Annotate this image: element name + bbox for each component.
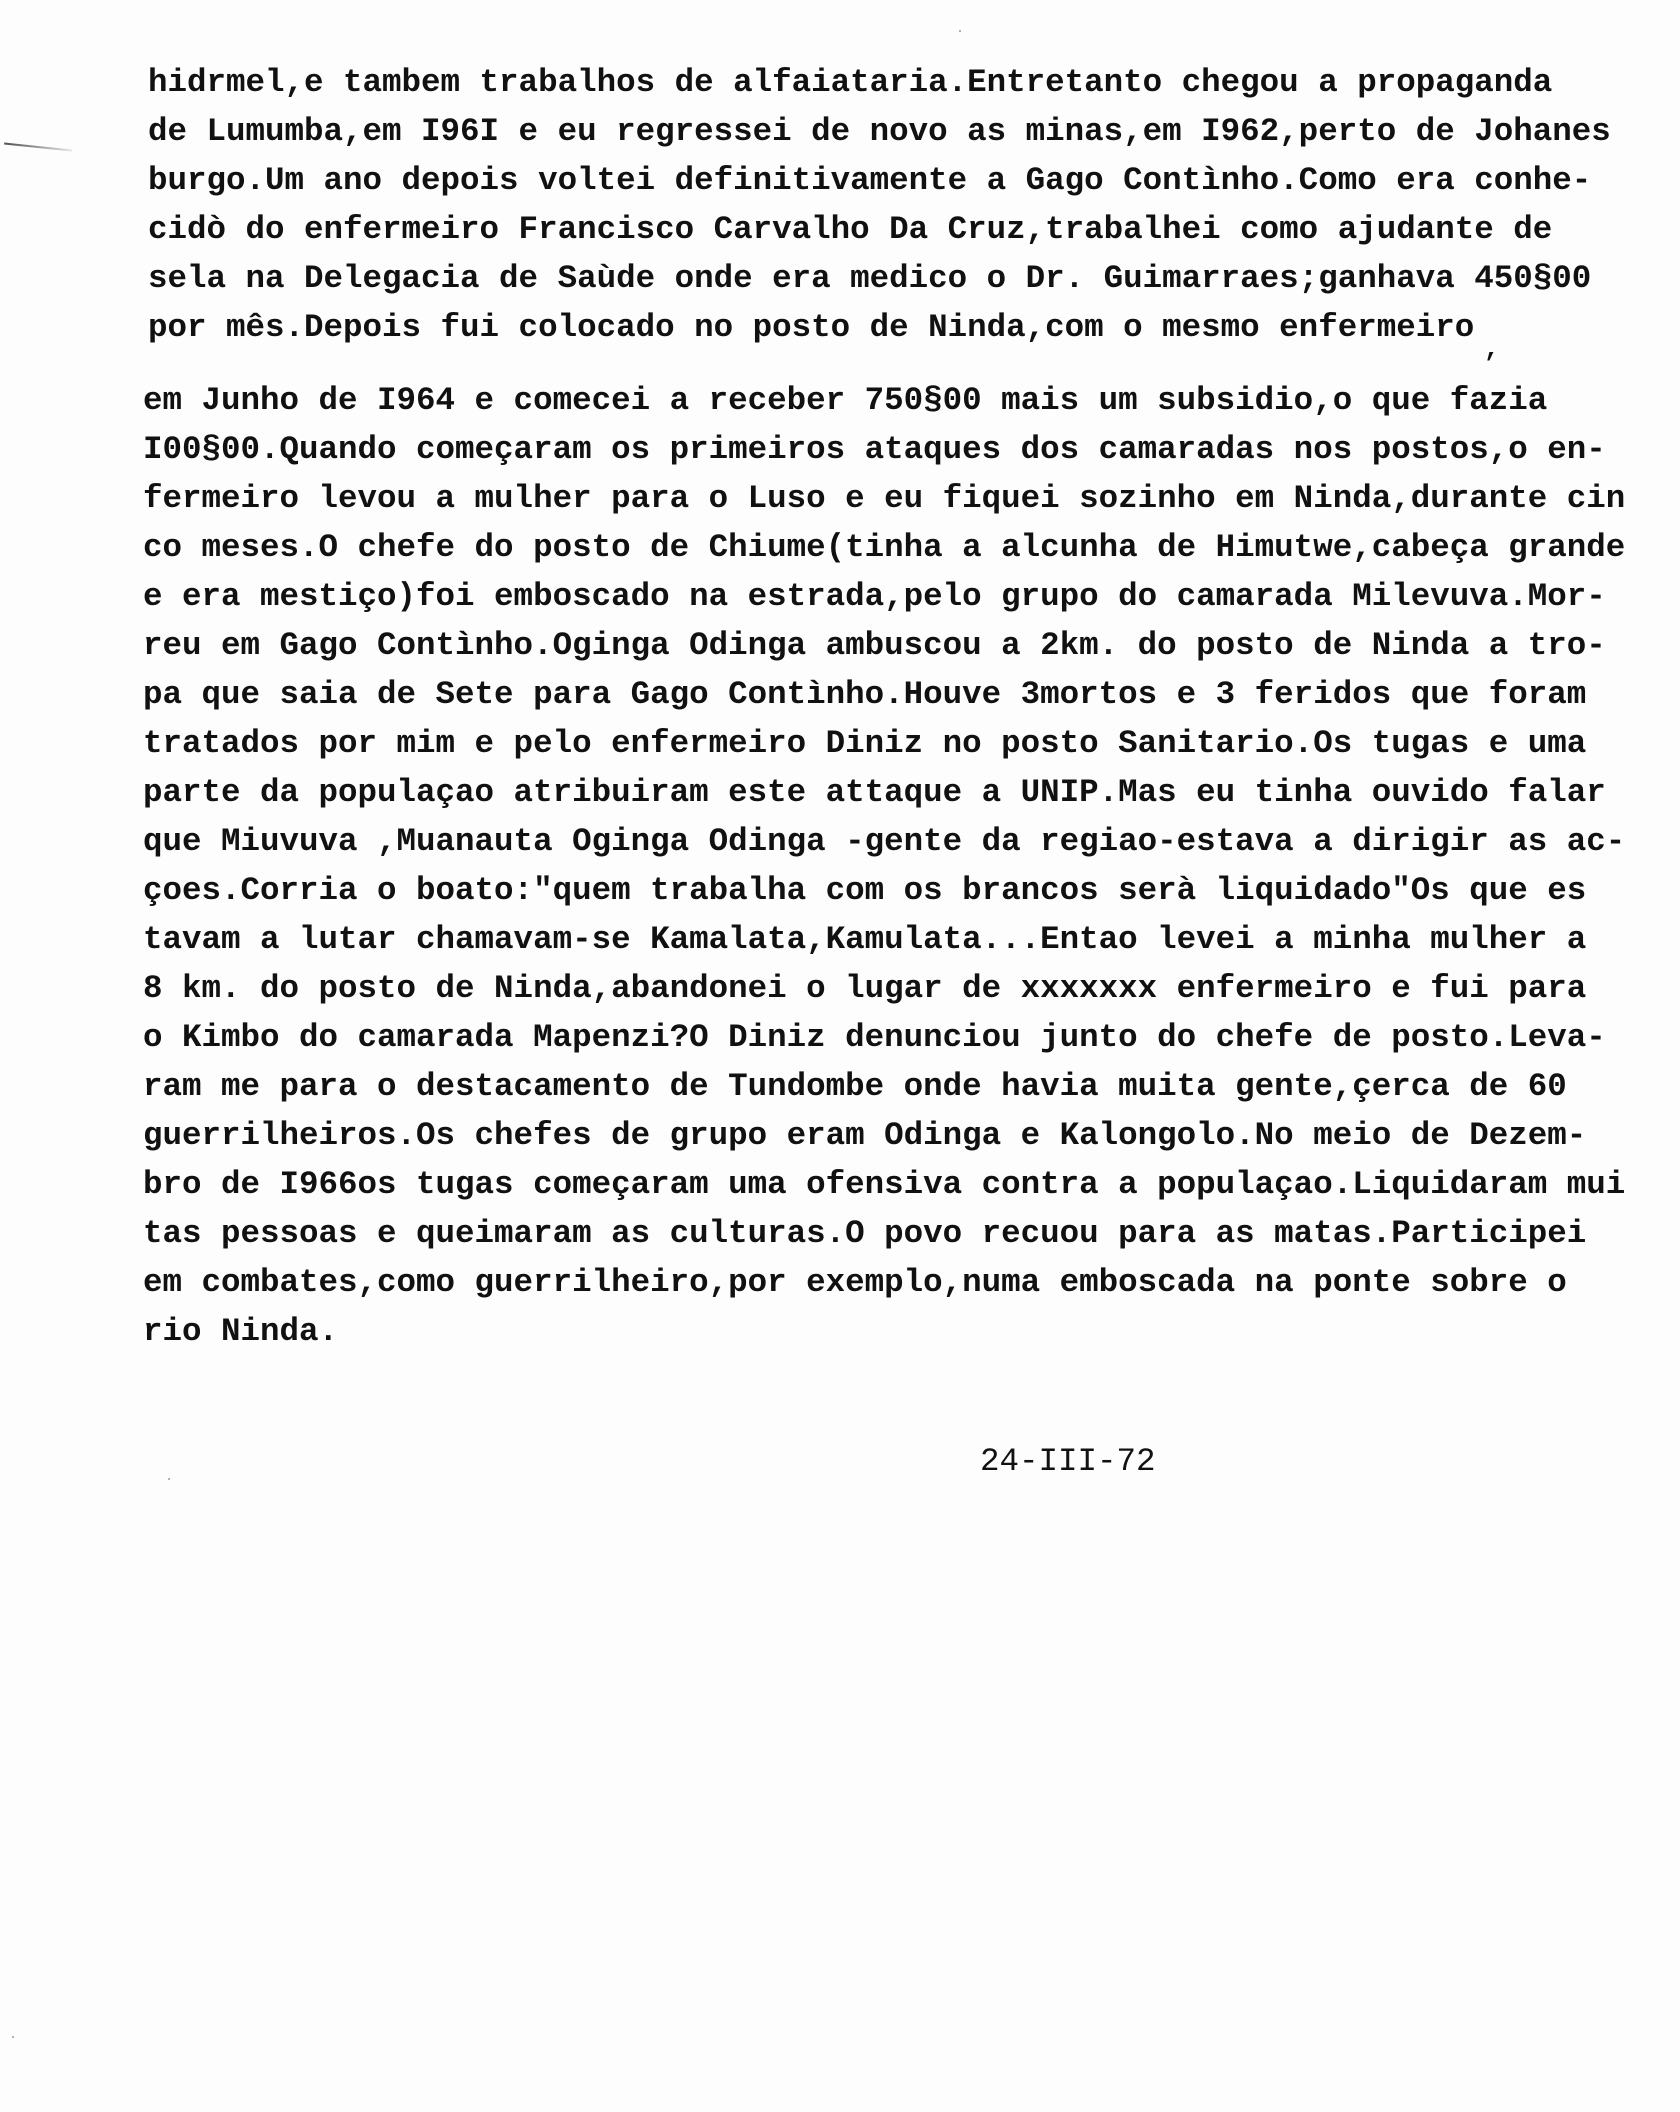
text-line: em Junho de I964 e comecei a receber 750§00 mais um subsidio,o que fazia bbox=[143, 382, 1548, 419]
text-line: fermeiro levou a mulher para o Luso e eu fiquei sozinho em Ninda,durante cin bbox=[143, 480, 1626, 517]
text-line: rio Ninda. bbox=[143, 1313, 339, 1350]
text-line: tratados por mim e pelo enfermeiro Diniz no posto Sanitario.Os tugas e uma bbox=[143, 725, 1587, 762]
margin-ink-streak bbox=[4, 142, 72, 151]
text-line: cidò do enfermeiro Francisco Carvalho Da Cruz,trabalhei como ajudante de bbox=[148, 211, 1553, 248]
text-line: reu em Gago Contìnho.Oginga Odinga ambuscou a 2km. do posto de Ninda a tro- bbox=[143, 627, 1606, 664]
text-line: que Miuvuva ,Muanauta Oginga Odinga -gente da regiao-estava a dirigir as ac- bbox=[143, 823, 1626, 860]
text-line: guerrilheiros.Os chefes de grupo eram Odinga e Kalongolo.No meio de Dezem- bbox=[143, 1117, 1587, 1154]
paper-speck bbox=[12, 2036, 14, 2038]
text-line: pa que saia de Sete para Gago Contìnho.Houve 3mortos e 3 feridos que foram bbox=[143, 676, 1587, 713]
paper-speck bbox=[959, 30, 961, 32]
text-line: e era mestiço)foi emboscado na estrada,pelo grupo do camarada Milevuva.Mor- bbox=[143, 578, 1606, 615]
text-line: por mês.Depois fui colocado no posto de Ninda,com o mesmo enfermeiro bbox=[148, 309, 1475, 346]
text-line: tavam a lutar chamavam-se Kamalata,Kamulata...Entao levei a minha mulher a bbox=[143, 921, 1587, 958]
paper-speck bbox=[168, 1478, 170, 1480]
text-line: tas pessoas e queimaram as culturas.O povo recuou para as matas.Participei bbox=[143, 1215, 1587, 1252]
text-line: sela na Delegacia de Saùde onde era medico o Dr. Guimarraes;ganhava 450§00 bbox=[148, 260, 1592, 297]
text-line: em combates,como guerrilheiro,por exemplo,numa emboscada na ponte sobre o bbox=[143, 1264, 1567, 1301]
document-date: 24-III-72 bbox=[980, 1443, 1156, 1480]
text-line: co meses.O chefe do posto de Chiume(tinha a alcunha de Himutwe,cabeça grande bbox=[143, 529, 1626, 566]
stray-typed-mark: , bbox=[1484, 334, 1500, 364]
text-line: burgo.Um ano depois voltei definitivamente a Gago Contìnho.Como era conhe- bbox=[148, 162, 1592, 199]
text-line: 8 km. do posto de Ninda,abandonei o lugar de xxxxxxx enfermeiro e fui para bbox=[143, 970, 1587, 1007]
text-line: bro de I966os tugas começaram uma ofensiva contra a populaçao.Liquidaram mui bbox=[143, 1166, 1626, 1203]
text-line: de Lumumba,em I96I e eu regressei de novo as minas,em I962,perto de Johanes bbox=[148, 113, 1611, 150]
text-line: ram me para o destacamento de Tundombe onde havia muita gente,çerca de 60 bbox=[143, 1068, 1567, 1105]
text-line: I00§00.Quando começaram os primeiros ataques dos camaradas nos postos,o en- bbox=[143, 431, 1606, 468]
text-line: hidrmel,e tambem trabalhos de alfaiataria.Entretanto chegou a propaganda bbox=[148, 64, 1553, 101]
text-line: o Kimbo do camarada Mapenzi?O Diniz denunciou junto do chefe de posto.Leva- bbox=[143, 1019, 1606, 1056]
text-line: parte da populaçao atribuiram este attaque a UNIP.Mas eu tinha ouvido falar bbox=[143, 774, 1606, 811]
text-line: çoes.Corria o boato:"quem trabalha com os brancos serà liquidado"Os que es bbox=[143, 872, 1587, 909]
